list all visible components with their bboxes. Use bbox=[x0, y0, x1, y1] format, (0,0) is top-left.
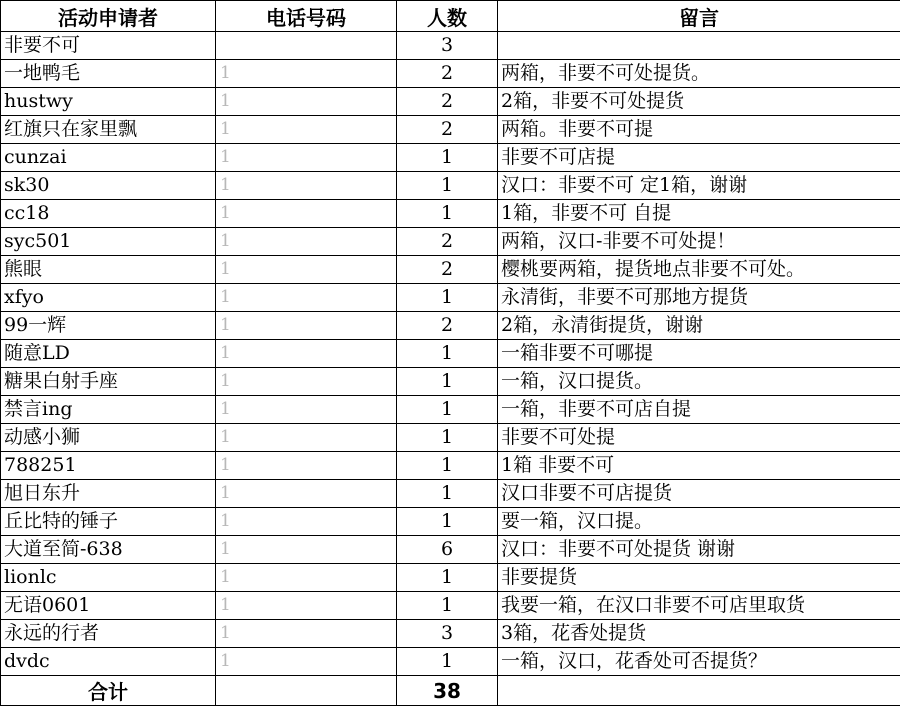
phone-visible-start: 1 bbox=[220, 287, 231, 307]
table-row bbox=[1, 60, 900, 88]
people-count-cell[interactable]: 1 bbox=[397, 396, 498, 424]
people-count-cell[interactable]: 2 bbox=[397, 228, 498, 256]
table-row bbox=[1, 480, 900, 508]
people-count-cell[interactable]: 1 bbox=[397, 200, 498, 228]
table-row bbox=[1, 368, 900, 396]
message-cell[interactable]: 永清街，非要不可那地方提货 bbox=[498, 284, 900, 312]
phone-redaction-mask bbox=[234, 592, 378, 620]
phone-redaction-mask bbox=[234, 228, 378, 256]
message-cell[interactable]: 两箱，非要不可处提货。 bbox=[498, 60, 900, 88]
message-cell[interactable]: 3箱，花香处提货 bbox=[498, 620, 900, 648]
applicant-name-cell[interactable]: 一地鸭毛 bbox=[1, 60, 216, 88]
phone-number-cell[interactable] bbox=[216, 200, 397, 228]
phone-visible-start: 1 bbox=[220, 343, 231, 363]
applicant-name-cell[interactable]: 永远的行者 bbox=[1, 620, 216, 648]
people-count-cell[interactable]: 1 bbox=[397, 564, 498, 592]
phone-visible-start: 1 bbox=[220, 567, 231, 587]
table-row bbox=[1, 200, 900, 228]
table-row bbox=[1, 88, 900, 116]
applicant-name-cell[interactable]: 大道至简-638 bbox=[1, 536, 216, 564]
message-cell[interactable]: 非要不可店提 bbox=[498, 144, 900, 172]
header-row bbox=[1, 1, 900, 32]
phone-redaction-mask bbox=[234, 368, 378, 396]
phone-number-cell[interactable] bbox=[216, 144, 397, 172]
phone-number-cell[interactable] bbox=[216, 60, 397, 88]
applicant-name-cell[interactable]: hustwy bbox=[1, 88, 216, 116]
message-cell[interactable]: 汉口非要不可店提货 bbox=[498, 480, 900, 508]
table-body bbox=[1, 32, 900, 676]
applicant-name-cell[interactable]: 糖果白射手座 bbox=[1, 368, 216, 396]
phone-visible-start: 1 bbox=[220, 511, 231, 531]
phone-number-cell[interactable] bbox=[216, 340, 397, 368]
phone-number-cell[interactable] bbox=[216, 648, 397, 676]
phone-number-cell[interactable] bbox=[216, 508, 397, 536]
phone-number-cell[interactable] bbox=[216, 256, 397, 284]
phone-redaction-mask bbox=[234, 620, 378, 648]
message-cell[interactable]: 汉口：非要不可 定1箱，谢谢 bbox=[498, 172, 900, 200]
phone-visible-start: 1 bbox=[220, 371, 231, 391]
phone-redaction-mask bbox=[234, 648, 378, 676]
people-count-cell[interactable]: 2 bbox=[397, 116, 498, 144]
phone-number-cell[interactable] bbox=[216, 88, 397, 116]
table-row bbox=[1, 648, 900, 676]
people-count-cell[interactable]: 2 bbox=[397, 60, 498, 88]
table-row bbox=[1, 32, 900, 60]
message-cell[interactable]: 一箱，汉口，花香处可否提货？ bbox=[498, 648, 900, 676]
phone-visible-start: 1 bbox=[220, 203, 231, 223]
applicant-name-cell[interactable]: 无语0601 bbox=[1, 592, 216, 620]
phone-number-cell[interactable] bbox=[216, 396, 397, 424]
phone-visible-start: 1 bbox=[220, 231, 231, 251]
people-count-cell[interactable]: 1 bbox=[397, 144, 498, 172]
column-header-applicant[interactable]: 活动申请者 bbox=[1, 1, 216, 32]
phone-number-cell[interactable] bbox=[216, 564, 397, 592]
phone-number-cell[interactable] bbox=[216, 480, 397, 508]
phone-number-cell[interactable] bbox=[216, 424, 397, 452]
people-count-cell[interactable]: 3 bbox=[397, 32, 498, 60]
phone-redaction-mask bbox=[234, 396, 378, 424]
phone-redaction-mask bbox=[234, 536, 378, 564]
message-cell[interactable]: 樱桃要两箱，提货地点非要不可处。 bbox=[498, 256, 900, 284]
people-count-cell[interactable]: 1 bbox=[397, 480, 498, 508]
message-cell[interactable]: 一箱，汉口提货。 bbox=[498, 368, 900, 396]
table-row bbox=[1, 284, 900, 312]
phone-visible-start: 1 bbox=[220, 399, 231, 419]
table-row bbox=[1, 452, 900, 480]
phone-redaction-mask bbox=[234, 172, 378, 200]
phone-number-cell[interactable] bbox=[216, 172, 397, 200]
phone-redaction-mask bbox=[234, 256, 378, 284]
table-footer bbox=[1, 676, 900, 706]
applicant-name-cell[interactable]: 红旗只在家里飘 bbox=[1, 116, 216, 144]
column-header-phone[interactable]: 电话号码 bbox=[216, 1, 397, 32]
phone-visible-start: 1 bbox=[220, 651, 231, 671]
phone-visible-start: 1 bbox=[220, 63, 231, 83]
applicant-name-cell[interactable]: 随意LD bbox=[1, 340, 216, 368]
total-label[interactable]: 合计 bbox=[1, 676, 216, 706]
phone-redaction-mask bbox=[234, 284, 378, 312]
column-header-count[interactable]: 人数 bbox=[397, 1, 498, 32]
applicant-name-cell[interactable]: 丘比特的锤子 bbox=[1, 508, 216, 536]
people-count-cell[interactable]: 2 bbox=[397, 256, 498, 284]
people-count-cell[interactable]: 1 bbox=[397, 592, 498, 620]
phone-redaction-mask bbox=[234, 508, 378, 536]
column-header-message[interactable]: 留言 bbox=[498, 1, 900, 32]
people-count-cell[interactable]: 1 bbox=[397, 340, 498, 368]
phone-visible-start: 1 bbox=[220, 427, 231, 447]
phone-redaction-mask bbox=[234, 480, 378, 508]
message-cell[interactable]: 一箱非要不可哪提 bbox=[498, 340, 900, 368]
people-count-cell[interactable]: 2 bbox=[397, 88, 498, 116]
applicant-name-cell[interactable]: lionlc bbox=[1, 564, 216, 592]
table-row bbox=[1, 172, 900, 200]
people-count-cell[interactable]: 2 bbox=[397, 312, 498, 340]
table-row bbox=[1, 424, 900, 452]
table-row bbox=[1, 508, 900, 536]
table-row bbox=[1, 340, 900, 368]
table-row bbox=[1, 620, 900, 648]
phone-number-cell[interactable] bbox=[216, 116, 397, 144]
phone-visible-start: 1 bbox=[220, 483, 231, 503]
total-phone-cell[interactable] bbox=[216, 676, 397, 706]
phone-visible-start: 1 bbox=[220, 455, 231, 475]
phone-redaction-mask bbox=[234, 60, 378, 88]
people-count-cell[interactable]: 1 bbox=[397, 452, 498, 480]
message-cell[interactable]: 汉口：非要不可处提货 谢谢 bbox=[498, 536, 900, 564]
table-row bbox=[1, 592, 900, 620]
applicant-name-cell[interactable]: 788251 bbox=[1, 452, 216, 480]
phone-visible-start: 1 bbox=[220, 595, 231, 615]
phone-visible-start: 1 bbox=[220, 91, 231, 111]
message-cell[interactable]: 要一箱，汉口提。 bbox=[498, 508, 900, 536]
people-count-cell[interactable]: 6 bbox=[397, 536, 498, 564]
people-count-cell[interactable]: 3 bbox=[397, 620, 498, 648]
phone-redaction-mask bbox=[234, 340, 378, 368]
total-message-cell[interactable] bbox=[498, 676, 900, 706]
applicant-name-cell[interactable]: 99一辉 bbox=[1, 312, 216, 340]
phone-visible-start: 1 bbox=[220, 175, 231, 195]
people-count-cell[interactable]: 1 bbox=[397, 648, 498, 676]
message-cell[interactable]: 1箱，非要不可 自提 bbox=[498, 200, 900, 228]
people-count-cell[interactable]: 1 bbox=[397, 284, 498, 312]
table-row bbox=[1, 312, 900, 340]
message-cell[interactable]: 2箱，永清街提货，谢谢 bbox=[498, 312, 900, 340]
phone-number-cell[interactable] bbox=[216, 228, 397, 256]
phone-redaction-mask bbox=[234, 200, 378, 228]
table-row bbox=[1, 396, 900, 424]
phone-redaction-mask bbox=[234, 424, 378, 452]
phone-redaction-mask bbox=[234, 452, 378, 480]
table-row bbox=[1, 256, 900, 284]
phone-number-cell[interactable] bbox=[216, 452, 397, 480]
message-cell[interactable]: 非要提货 bbox=[498, 564, 900, 592]
applicant-name-cell[interactable]: 禁言ing bbox=[1, 396, 216, 424]
phone-redaction-mask bbox=[234, 564, 378, 592]
phone-number-cell[interactable] bbox=[216, 312, 397, 340]
total-count[interactable]: 38 bbox=[397, 676, 498, 706]
table-row bbox=[1, 116, 900, 144]
applicant-name-cell[interactable]: sk30 bbox=[1, 172, 216, 200]
phone-redaction-mask bbox=[234, 116, 378, 144]
applicant-name-cell[interactable]: dvdc bbox=[1, 648, 216, 676]
applicant-name-cell[interactable]: 熊眼 bbox=[1, 256, 216, 284]
table-row bbox=[1, 536, 900, 564]
applicant-name-cell[interactable]: syc501 bbox=[1, 228, 216, 256]
applicant-name-cell[interactable]: cc18 bbox=[1, 200, 216, 228]
people-count-cell[interactable]: 1 bbox=[397, 172, 498, 200]
phone-visible-start: 1 bbox=[220, 539, 231, 559]
phone-redaction-mask bbox=[234, 312, 378, 340]
people-count-cell[interactable]: 1 bbox=[397, 508, 498, 536]
applicant-name-cell[interactable]: 旭日东升 bbox=[1, 480, 216, 508]
phone-visible-start: 1 bbox=[220, 259, 231, 279]
phone-visible-start: 1 bbox=[220, 119, 231, 139]
phone-number-cell[interactable] bbox=[216, 284, 397, 312]
phone-redaction-mask bbox=[234, 144, 378, 172]
message-cell[interactable]: 两箱。非要不可提 bbox=[498, 116, 900, 144]
applicant-name-cell[interactable]: 非要不可 bbox=[1, 32, 216, 60]
phone-number-cell[interactable] bbox=[216, 620, 397, 648]
message-cell[interactable]: 1箱 非要不可 bbox=[498, 452, 900, 480]
phone-visible-start: 1 bbox=[220, 147, 231, 167]
message-cell[interactable]: 两箱，汉口-非要不可处提！ bbox=[498, 228, 900, 256]
phone-redaction-mask bbox=[234, 88, 378, 116]
phone-visible-start: 1 bbox=[220, 315, 231, 335]
message-cell[interactable]: 我要一箱，在汉口非要不可店里取货 bbox=[498, 592, 900, 620]
phone-number-cell[interactable] bbox=[216, 536, 397, 564]
message-cell[interactable]: 一箱，非要不可店自提 bbox=[498, 396, 900, 424]
phone-visible-start: 1 bbox=[220, 623, 231, 643]
table-row bbox=[1, 564, 900, 592]
phone-number-cell[interactable] bbox=[216, 592, 397, 620]
phone-number-cell[interactable] bbox=[216, 32, 397, 60]
message-cell[interactable] bbox=[498, 32, 900, 60]
people-count-cell[interactable]: 1 bbox=[397, 424, 498, 452]
people-count-cell[interactable]: 1 bbox=[397, 368, 498, 396]
phone-number-cell[interactable] bbox=[216, 368, 397, 396]
table-header bbox=[1, 1, 900, 32]
table-row bbox=[1, 228, 900, 256]
message-cell[interactable]: 2箱，非要不可处提货 bbox=[498, 88, 900, 116]
applicant-name-cell[interactable]: cunzai bbox=[1, 144, 216, 172]
message-cell[interactable]: 非要不可处提 bbox=[498, 424, 900, 452]
applicant-name-cell[interactable]: 动感小狮 bbox=[1, 424, 216, 452]
table-row bbox=[1, 144, 900, 172]
applicant-name-cell[interactable]: xfyo bbox=[1, 284, 216, 312]
total-row bbox=[1, 676, 900, 706]
